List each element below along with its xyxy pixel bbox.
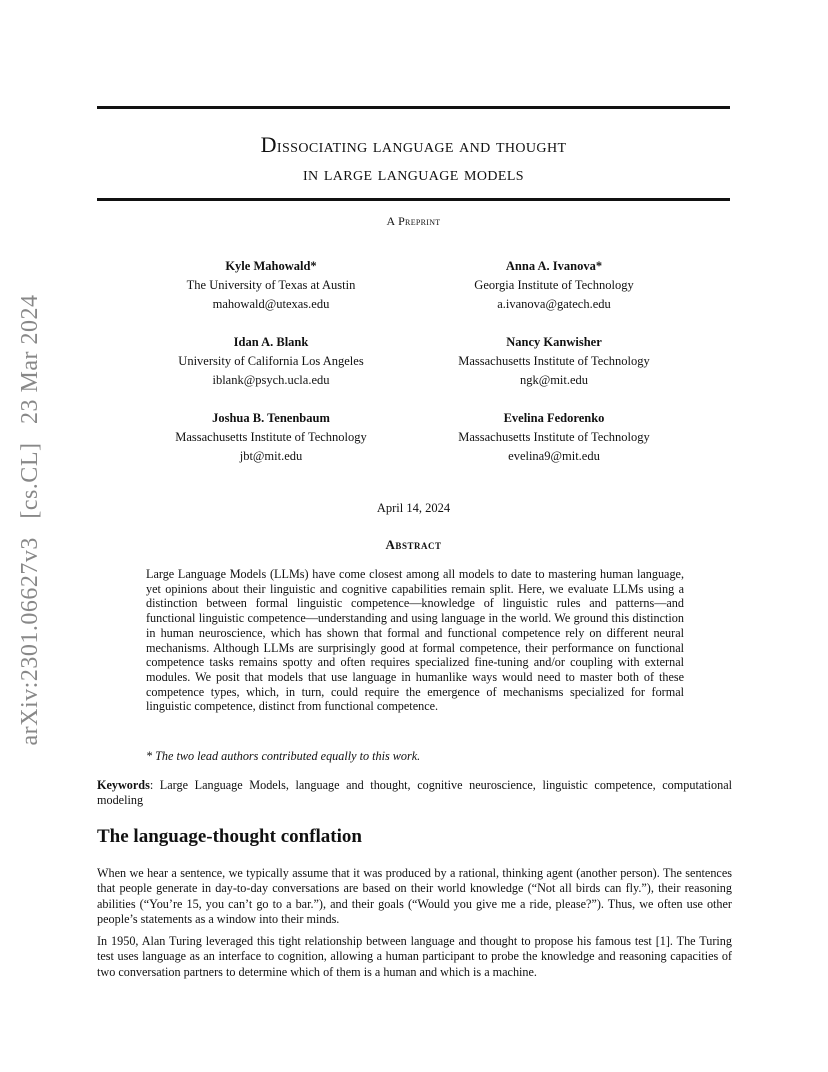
keywords: [97, 778, 732, 808]
author-block: [414, 257, 694, 314]
arxiv-date: 23 Mar 2024: [17, 294, 43, 425]
arxiv-id: arXiv:2301.06627v3: [17, 537, 43, 746]
author-name: Joshua B. Tenenbaum: [212, 411, 330, 425]
title-line-1: Dissociating language and thought: [260, 132, 567, 157]
title-line-2: in large language models: [303, 164, 524, 185]
footnote: * The two lead authors contributed equally to this work.: [146, 749, 421, 763]
author-name: Idan A. Blank: [233, 335, 309, 349]
author-email[interactable]: jbt@mit.edu: [239, 449, 303, 463]
author-name: Nancy Kanwisher: [506, 335, 602, 349]
abstract-text: Large Language Models (LLMs) have come closest among all models to date to mastering human language, yet opinions about their linguistic and cognitive capabilities remain split. Here, we evaluate LLMs using a distinction between formal linguistic competence—knowledge of linguistic rules and patterns—and functional linguistic competence—understanding and using language in the world. We ground this distinction in human neuroscience, which has shown that formal and functional competence rely on different neural mechanisms. Although LLMs are surprisingly good at formal competence, their performance on functional competence tasks remains spotty and often requires specialized fine-tuning and/or coupling with external modules. We posit that models that use language in humanlike ways would need to master both of these competence types, which, in turn, could require the emergence of mechanisms specialized for formal linguistic competence, distinct from functional competence.: [146, 567, 684, 714]
preprint-label: A Preprint: [386, 214, 441, 228]
author-name: Evelina Fedorenko: [503, 411, 605, 425]
author-email[interactable]: evelina9@mit.edu: [508, 449, 600, 463]
author-name: Anna A. Ivanova*: [505, 259, 603, 273]
section-heading: The language-thought conflation: [97, 826, 362, 847]
author-affiliation: Massachusetts Institute of Technology: [458, 354, 650, 368]
author-block: [131, 409, 411, 466]
body-paragraph: In 1950, Alan Turing leveraged this tight relationship between language and thought to propose his famous test [1]. The Turing test uses language as an interface to cognition, allowing a human participant to probe the knowledge and reasoning capacities of two conversation partners to determine which of them is a human and which is a machine.: [97, 934, 732, 979]
paper-title: [97, 131, 730, 189]
author-affiliation: Massachusetts Institute of Technology: [175, 430, 367, 444]
author-email[interactable]: mahowald@utexas.edu: [212, 297, 330, 311]
author-block: [131, 333, 411, 390]
arxiv-category: [cs.CL]: [17, 442, 43, 519]
author-block: [414, 333, 694, 390]
author-block: [414, 409, 694, 466]
author-affiliation: Georgia Institute of Technology: [474, 278, 634, 292]
title-top-rule: [97, 106, 730, 109]
author-affiliation: The University of Texas at Austin: [186, 278, 356, 292]
author-email[interactable]: a.ivanova@gatech.edu: [497, 297, 611, 311]
author-email[interactable]: ngk@mit.edu: [519, 373, 589, 387]
arxiv-stamp: [17, 220, 47, 820]
author-block: [131, 257, 411, 314]
author-name: Kyle Mahowald*: [225, 259, 317, 273]
keywords-text: : Large Language Models, language and thought, cognitive neuroscience, linguistic competence, computational modeling: [97, 778, 732, 807]
author-email[interactable]: iblank@psych.ucla.edu: [212, 373, 330, 387]
paper-date: April 14, 2024: [376, 501, 451, 515]
title-bottom-rule: [97, 198, 730, 201]
author-affiliation: Massachusetts Institute of Technology: [458, 430, 650, 444]
keywords-label: Keywords: [97, 778, 150, 792]
body-paragraph: When we hear a sentence, we typically assume that it was produced by a rational, thinking agent (another person). The sentences that people generate in day-to-day conversations are based on their world knowledge (“Not all birds can fly.”), their reasoning abilities (“You’re 15, you can’t go to a bar.”), and their goals (“Would you give me a ride, please?”). Thus, we often use other people’s statements as a window into their minds.: [97, 866, 732, 926]
author-affiliation: University of California Los Angeles: [178, 354, 364, 368]
abstract-heading: Abstract: [385, 537, 442, 552]
